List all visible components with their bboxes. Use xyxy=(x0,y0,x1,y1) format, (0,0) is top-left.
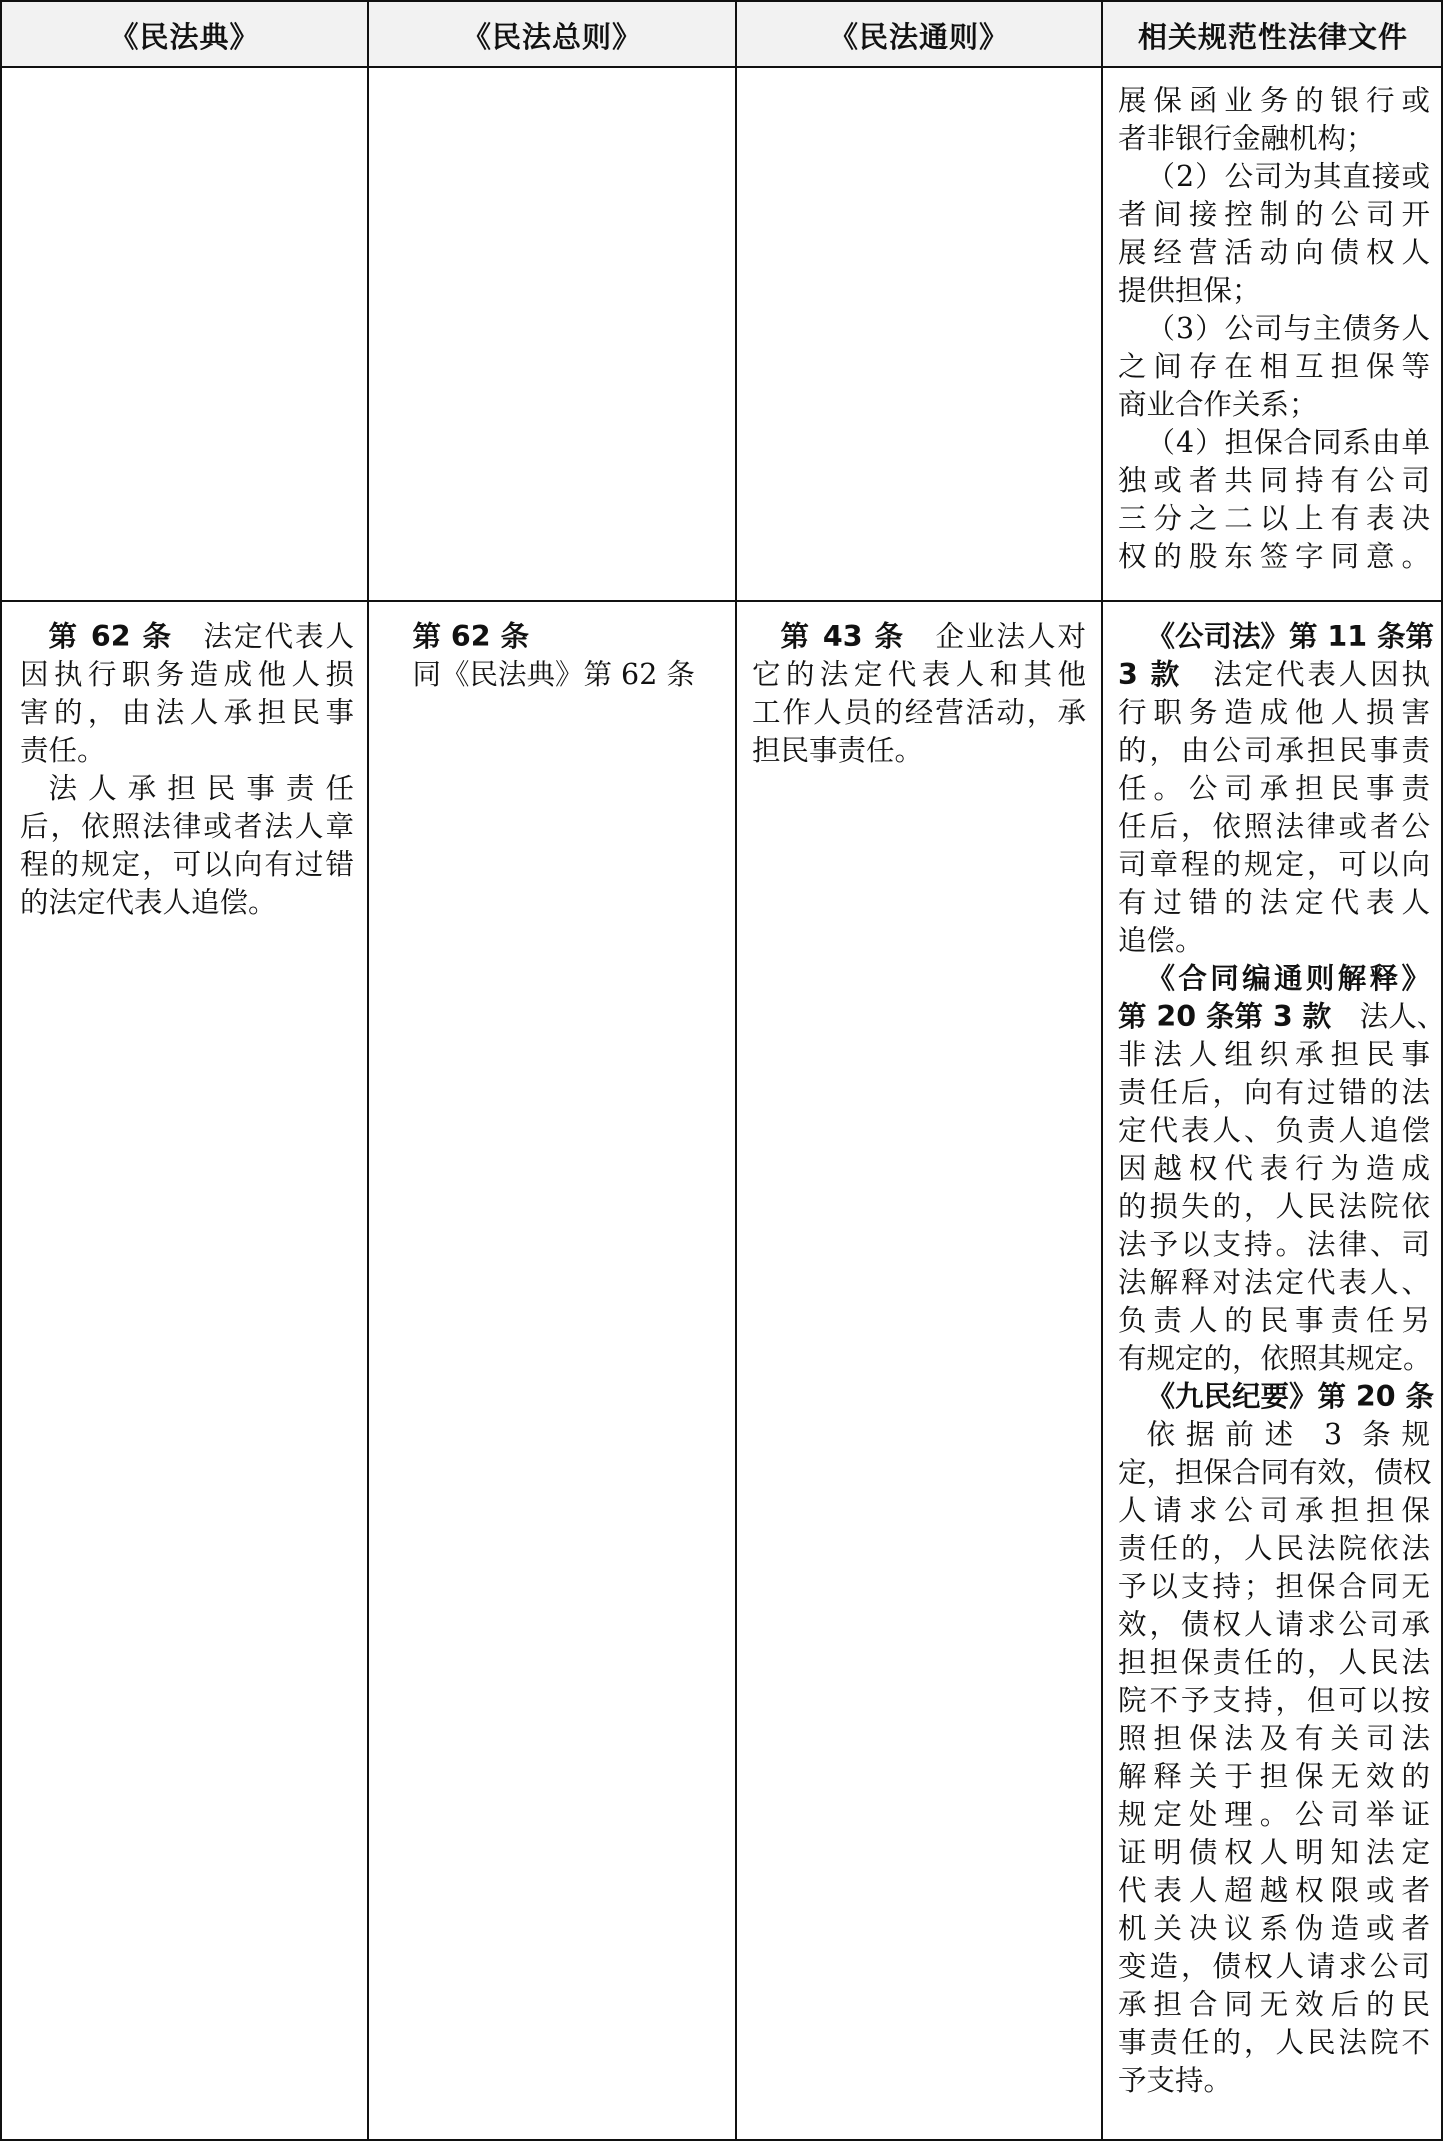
text-line: 3 款 法定代表人因执 xyxy=(1118,658,1430,691)
text-line: 照担保法及有关司法 xyxy=(1118,1722,1430,1755)
text-line: 担民事责任。 xyxy=(752,734,924,767)
text-line: 解释关于担保无效的 xyxy=(1118,1760,1430,1793)
text-line: 任后，依照法律或者公 xyxy=(1118,810,1430,843)
text-line: 因执行职务造成他人损 xyxy=(20,658,354,691)
header-minfa-zongze: 《民法总则》 xyxy=(461,19,642,54)
text-line: 第 62 条 法定代表人 xyxy=(48,620,354,653)
text-line: 的法定代表人追偿。 xyxy=(20,886,277,919)
text-line: 第 20 条第 3 款 法人、 xyxy=(1118,1000,1445,1033)
text-line: 害的，由法人承担民事 xyxy=(20,696,354,729)
text-line: 法予以支持。法律、司 xyxy=(1118,1228,1430,1261)
header-related-documents: 相关规范性法律文件 xyxy=(1137,19,1408,54)
header-minfadian: 《民法典》 xyxy=(109,19,260,54)
article-number: 第 62 条 xyxy=(412,620,530,653)
text-line: 它的法定代表人和其他 xyxy=(752,658,1086,691)
text-line: 的损失的，人民法院依 xyxy=(1118,1190,1430,1223)
text-line: 院不予支持，但可以按 xyxy=(1118,1684,1430,1717)
text-line: 予支持。 xyxy=(1118,2064,1233,2097)
text-line: 效，债权人请求公司承 xyxy=(1118,1608,1430,1641)
article-number: 第 62 条 xyxy=(48,620,173,653)
row-divider xyxy=(2,600,1441,602)
text-line: 责任后，向有过错的法 xyxy=(1118,1076,1430,1109)
text-line: 司章程的规定，可以向 xyxy=(1118,848,1430,881)
row1-col4-text xyxy=(1118,82,1430,576)
text-line: （4）担保合同系由单 xyxy=(1146,426,1430,459)
text-line: 展保函业务的银行或 xyxy=(1118,84,1430,117)
text-line: 同《民法典》第 62 条 xyxy=(412,658,695,691)
article-number: 第 43 条 xyxy=(780,620,905,653)
header-minfa-tongze: 《民法通则》 xyxy=(828,19,1009,54)
section-title: 《公司法》第 11 条第 xyxy=(1146,620,1435,653)
text-line: 责任。 xyxy=(20,734,106,767)
text-line: 非法人组织承担民事 xyxy=(1118,1038,1430,1071)
text-line: 三分之二以上有表决 xyxy=(1118,502,1430,535)
row2-col3-minfa-tongze xyxy=(752,618,1086,770)
text-line: 担担保责任的，人民法 xyxy=(1118,1646,1430,1679)
text-line: 第 43 条 企业法人对 xyxy=(780,620,1086,653)
text-line: 有过错的法定代表人 xyxy=(1118,886,1430,919)
text-line: 的，由公司承担民事责 xyxy=(1118,734,1430,767)
text-line: 依据前述 3 条规 xyxy=(1146,1418,1430,1451)
article-number: 3 款 xyxy=(1118,658,1182,691)
text-line: 承担合同无效后的民 xyxy=(1118,1988,1430,2021)
text-line: 后，依照法律或者法人章 xyxy=(20,810,354,843)
text-line: （3）公司与主债务人 xyxy=(1146,312,1430,345)
text-line: 责任的，人民法院依法 xyxy=(1118,1532,1430,1565)
text-line xyxy=(384,618,720,656)
text-line: 证明债权人明知法定 xyxy=(1118,1836,1430,1869)
text-line: 权的股东签字同意。 xyxy=(1118,540,1430,573)
text-line: 者非银行金融机构； xyxy=(1118,122,1375,155)
text-line: 负责人的民事责任另 xyxy=(1118,1304,1430,1337)
text-line: 因越权代表行为造成 xyxy=(1118,1152,1430,1185)
text-line: 工作人员的经营活动，承 xyxy=(752,696,1086,729)
text-line: 之间存在相互担保等 xyxy=(1118,350,1430,383)
text-line: 人请求公司承担担保 xyxy=(1118,1494,1430,1527)
row2-col2-minfa-zongze xyxy=(384,618,720,694)
text-line: 规定处理。公司举证 xyxy=(1118,1798,1430,1831)
text-line: 定代表人、负责人追偿 xyxy=(1118,1114,1430,1147)
text-line: 独或者共同持有公司 xyxy=(1118,464,1430,497)
text-line: 商业合作关系； xyxy=(1118,388,1318,421)
column-divider-3 xyxy=(1101,2,1103,2139)
text-line: 机关决议系伪造或者 xyxy=(1118,1912,1430,1945)
text-line: 法人承担民事责任 xyxy=(48,772,354,805)
row2-col4-related-documents xyxy=(1118,618,1445,2100)
text-line: 行职务造成他人损害 xyxy=(1118,696,1430,729)
text-line: 变造，债权人请求公司 xyxy=(1118,1950,1430,1983)
text-line: 予以支持；担保合同无 xyxy=(1118,1570,1430,1603)
text-line: 定，担保合同有效，债权 xyxy=(1118,1456,1432,1489)
text-line: 法解释对法定代表人、 xyxy=(1118,1266,1430,1299)
section-title: 《九民纪要》第 20 条 xyxy=(1146,1380,1435,1413)
text-line: 提供担保； xyxy=(1118,274,1261,307)
text-line: 者间接控制的公司开 xyxy=(1118,198,1430,231)
text-line: 程的规定，可以向有过错 xyxy=(20,848,354,881)
text-line: 事责任的，人民法院不 xyxy=(1118,2026,1430,2059)
text-line: 代表人超越权限或者 xyxy=(1118,1874,1430,1907)
text-line: 追偿。 xyxy=(1118,924,1204,957)
row2-col1-minfadian xyxy=(20,618,354,922)
article-number: 第 20 条第 3 款 xyxy=(1118,1000,1332,1033)
section-title: 《合同编通则解释》 xyxy=(1146,962,1430,995)
text-line: 任。公司承担民事责 xyxy=(1118,772,1430,805)
text-line: 展经营活动向债权人 xyxy=(1118,236,1430,269)
column-divider-2 xyxy=(735,2,737,2139)
text-line: 有规定的，依照其规定。 xyxy=(1118,1342,1432,1375)
text-line: （2）公司为其直接或 xyxy=(1146,160,1430,193)
column-divider-1 xyxy=(367,2,369,2139)
